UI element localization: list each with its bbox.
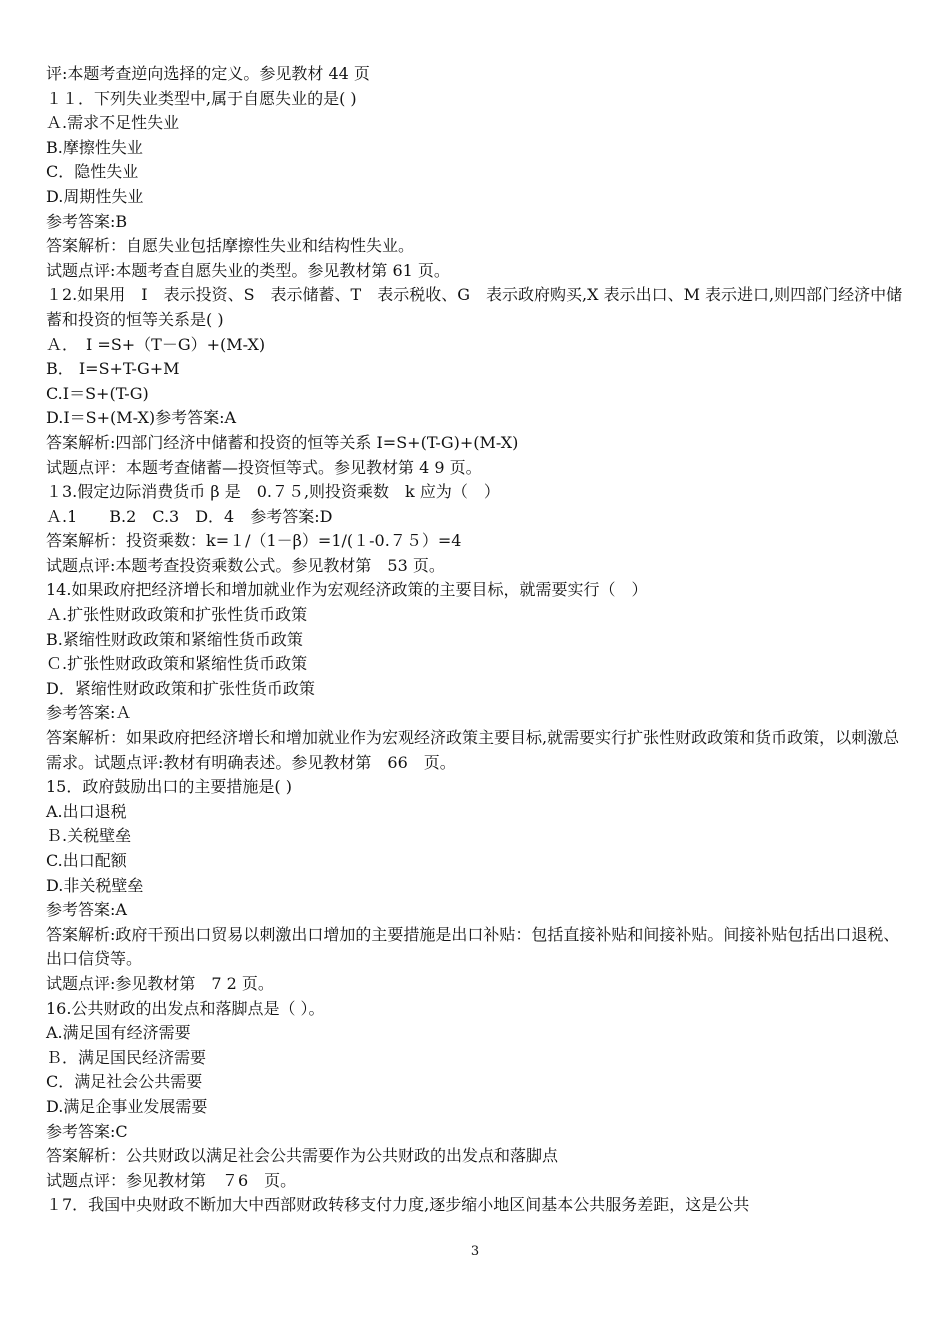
text-line: C．满足社会公共需要 — [46, 1072, 203, 1092]
text-line: 参考答案:C — [46, 1121, 128, 1141]
text-line: 试题点评:本题考查自愿失业的类型。参见教材第 61 页。 — [46, 260, 450, 280]
text-line: 评:本题考查逆向选择的定义。参见教材 44 页 — [46, 64, 370, 83]
text-line: 试题点评：本题考查储蓄—投资恒等式。参见教材第 4 9 页。 — [46, 457, 482, 477]
text-line: Ｃ.扩张性财政政策和紧缩性货币政策 — [46, 654, 308, 674]
text-line: D.周期性失业 — [46, 186, 144, 206]
text-line: １7．我国中央财政不断加大中西部财政转移支付力度,逐步缩小地区间基本公共服务差距，这是公共 — [46, 1195, 750, 1215]
text-line: D.I＝S+(M-X)参考答案:A — [46, 408, 237, 428]
text-line: A.满足国有经济需要 — [46, 1023, 191, 1043]
text-line: １3.假定边际消费货币 β 是 0.７５,则投资乘数 k 应为（ ） — [46, 482, 500, 502]
text-line: Ｂ．满足国民经济需要 — [46, 1047, 207, 1067]
text-line: D．紧缩性财政政策和扩张性货币政策 — [46, 678, 315, 698]
text-line: B.紧缩性财政政策和紧缩性货币政策 — [46, 629, 303, 649]
text-line: １１．下列失业类型中,属于自愿失业的是( ) — [46, 88, 357, 108]
document-body — [46, 62, 910, 1218]
text-line: 答案解析：自愿失业包括摩擦性失业和结构性失业。 — [46, 236, 415, 256]
text-line: 14.如果政府把经济增长和增加就业作为宏观经济政策的主要目标，就需要实行（ ） — [46, 580, 648, 600]
text-line: 参考答案:A — [46, 900, 127, 920]
text-line: 参考答案:Ａ — [46, 703, 132, 723]
text-line: 答案解析：如果政府把经济增长和增加就业作为宏观经济政策主要目标,就需要实行扩张性财政政策和货币政策，以刺激总需求。试题点评:教材有明确表述。参见教材第 66 页。 — [46, 728, 900, 772]
text-line: 试题点评：参见教材第 ７6 页。 — [46, 1170, 297, 1190]
text-line: Ｂ.关税壁垒 — [46, 826, 132, 846]
text-line: C．隐性失业 — [46, 162, 139, 182]
text-line: 答案解析:政府干预出口贸易以刺激出口增加的主要措施是出口补贴：包括直接补贴和间接补贴。间接补贴包括出口退税、出口信贷等。 — [46, 924, 900, 969]
text-line: 16.公共财政的出发点和落脚点是（ ）。 — [46, 998, 325, 1018]
text-line: D.非关税壁垒 — [46, 875, 144, 895]
text-line: C.I＝S+(T-G) — [46, 383, 149, 403]
text-line: 试题点评:本题考查投资乘数公式。参见教材第 53 页。 — [46, 555, 445, 575]
text-line: A.出口退税 — [46, 801, 127, 821]
text-line: 答案解析：投资乘数：k=１/（1－β）=1/(１-0.７５）=4 — [46, 531, 462, 551]
text-line: Ａ.扩张性财政政策和扩张性货币政策 — [46, 605, 308, 625]
text-line: Ａ.需求不足性失业 — [46, 113, 180, 133]
text-line: C.出口配额 — [46, 851, 127, 870]
text-line: D.满足企事业发展需要 — [46, 1096, 208, 1116]
text-line: 15．政府鼓励出口的主要措施是( ) — [46, 777, 292, 797]
text-line: 答案解析：公共财政以满足社会公共需要作为公共财政的出发点和落脚点 — [46, 1146, 559, 1166]
text-line: 试题点评:参见教材第 7 2 页。 — [46, 973, 274, 993]
text-line: 答案解析:四部门经济中储蓄和投资的恒等关系 I=S+(T-G)+(M-X) — [46, 432, 519, 452]
text-line: 参考答案:B — [46, 211, 128, 231]
text-line: Ａ.1 B.2 C.3 D．4 参考答案:D — [46, 506, 333, 526]
text-line: Ａ． I =S+（T－G）+(M-X) — [46, 334, 266, 354]
text-line: B． I=S+T-G+M — [46, 359, 180, 379]
page-number: 3 — [470, 1244, 480, 1259]
text-line: B.摩擦性失业 — [46, 137, 143, 157]
text-line: １2.如果用 I 表示投资、S 表示储蓄、T 表示税收、G 表示政府购买,X 表示出口、M 表示进口,则四部门经济中储蓄和投资的恒等关系是( ) — [46, 285, 903, 329]
